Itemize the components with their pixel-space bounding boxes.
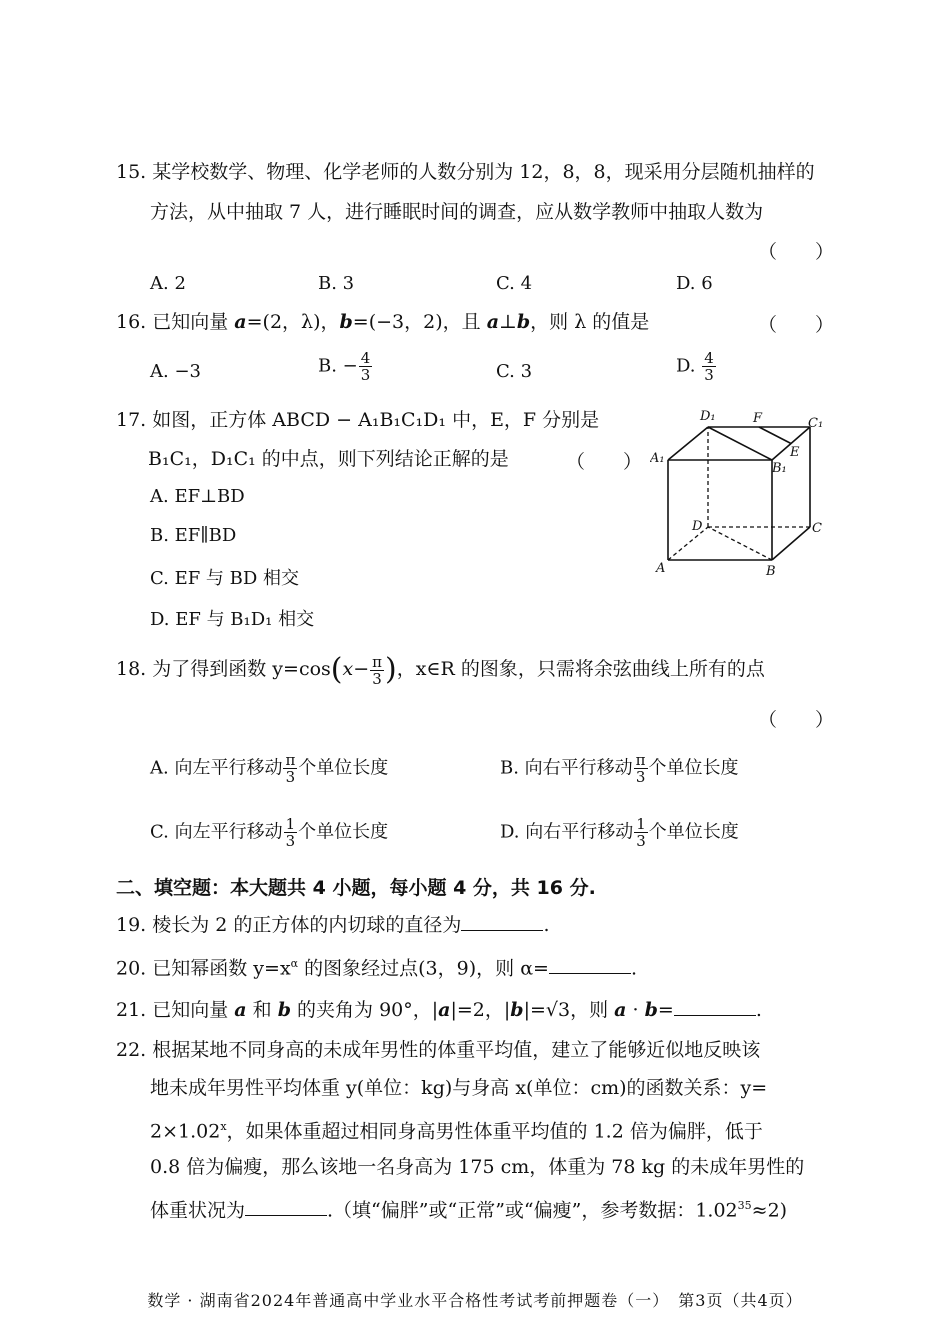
q18-option-b: B. 向右平行移动 $\frac{\pi}{3}$ 个单位长度 [500,751,739,786]
q17-line1: 17. 如图，正方体 ABCD − A₁B₁C₁D₁ 中，E，F 分别是 [116,409,600,431]
q15-option-a: A. 2 [150,273,186,294]
label-a: A [656,561,666,576]
q16-option-b: B. − $\frac{4}{3}$ [318,349,371,384]
q15-line2: 方法，从中抽取 7 人，进行睡眠时间的调查，应从数学教师中抽取人数为 [150,201,764,223]
q22-line4: 0.8 倍为偏瘦，那么该地一名身高为 175 cm，体重为 78 kg 的未成年男性的 [150,1156,805,1178]
q15-paren: （ ） [758,241,835,263]
label-f: F [753,411,763,426]
q16-option-d: D. $\frac{4}{3}$ [676,349,714,384]
q19-stem: 19. 棱长为 2 的正方体的内切球的直径为 . [116,914,550,936]
q17-option-c: C. EF 与 BD 相交 [150,568,300,589]
segment-e-f [759,427,791,444]
cube-figure [650,400,830,580]
q20-stem: 20. 已知幂函数 $y=x^\alpha$ 的图象经过点(3，9)，则 α= . [116,957,637,980]
label-e: E [790,445,800,460]
q15-option-c: C. 4 [496,273,533,294]
q16-option-a: A. −3 [150,361,201,382]
page-footer: 数学 · 湖南省2024年普通高中学业水平合格性考试考前押题卷（一） 第3页（共4页） [147,1291,803,1310]
q18-paren: （ ） [758,709,835,731]
label-b: B [766,564,776,579]
q17-option-b: B. EF∥BD [150,525,237,546]
q22-line3: $2\times 1.02^x$，如果体重超过相同身高男性体重平均值的 1.2 倍为偏胖，低于 [150,1120,763,1143]
section-fill-in-heading: 二、填空题：本大题共 4 小题，每小题 4 分，共 16 分. [116,877,596,899]
label-c1: C₁ [808,416,824,431]
q17-option-d: D. EF 与 B₁D₁ 相交 [150,609,315,630]
q15-line1: 15. 某学校数学、物理、化学老师的人数分别为 12，8，8，现采用分层随机抽样的 [116,161,815,183]
q22-line5: 体重状况为 .（填“偏胖”或“正常”或“偏瘦”，参考数据：$1.02^{35}\approx 2$) [150,1199,788,1222]
q16-option-c: C. 3 [496,361,533,382]
q16-stem: 16. 已知向量 a=(2，λ)，b=(−3，2)，且 a⊥b，则 λ 的值是 [116,311,650,333]
label-b1: B₁ [772,461,787,476]
q22-line2: 地未成年男性平均体重 y(单位：kg)与身高 x(单位：cm)的函数关系：y= [150,1077,768,1099]
q16-paren: （ ） [758,314,835,336]
label-d: D [692,519,703,534]
q18-option-a: A. 向左平行移动 $\frac{\pi}{3}$ 个单位长度 [150,751,389,786]
edge-a1-d1 [668,427,708,460]
hidden-segment-b-d [708,527,772,560]
label-c: C [812,521,822,536]
edge-b-c [772,527,810,560]
q19-answer-blank[interactable] [461,912,543,931]
q17-option-a: A. EF⊥BD [150,486,245,507]
q18-stem: 18. 为了得到函数 y=cos(x− $\frac{\pi}{3}$ )，x∈R 的图象，只需将余弦曲线上所有的点 [116,652,765,688]
q18-option-c: C. 向左平行移动 $\frac{1}{3}$ 个单位长度 [150,815,389,850]
label-a1: A₁ [650,451,665,466]
label-d1: D₁ [700,409,716,424]
q17-paren: （ ） [566,451,643,473]
q15-option-b: B. 3 [318,273,355,294]
q17-line2: B₁C₁，D₁C₁ 的中点，则下列结论正解的是 [148,448,509,470]
segment-b1-d1 [708,427,772,460]
q22-answer-blank[interactable] [245,1197,327,1216]
q21-answer-blank[interactable] [674,997,756,1016]
q18-option-d: D. 向右平行移动 $\frac{1}{3}$ 个单位长度 [500,815,739,850]
q22-line1: 22. 根据某地不同身高的未成年男性的体重平均值，建立了能够近似地反映该 [116,1039,761,1061]
q15-option-d: D. 6 [676,273,713,294]
q20-answer-blank[interactable] [549,955,631,974]
q21-stem: 21. 已知向量 a 和 b 的夹角为 90°，|a|=2，|b|=√3，则 a · b= . [116,999,762,1021]
